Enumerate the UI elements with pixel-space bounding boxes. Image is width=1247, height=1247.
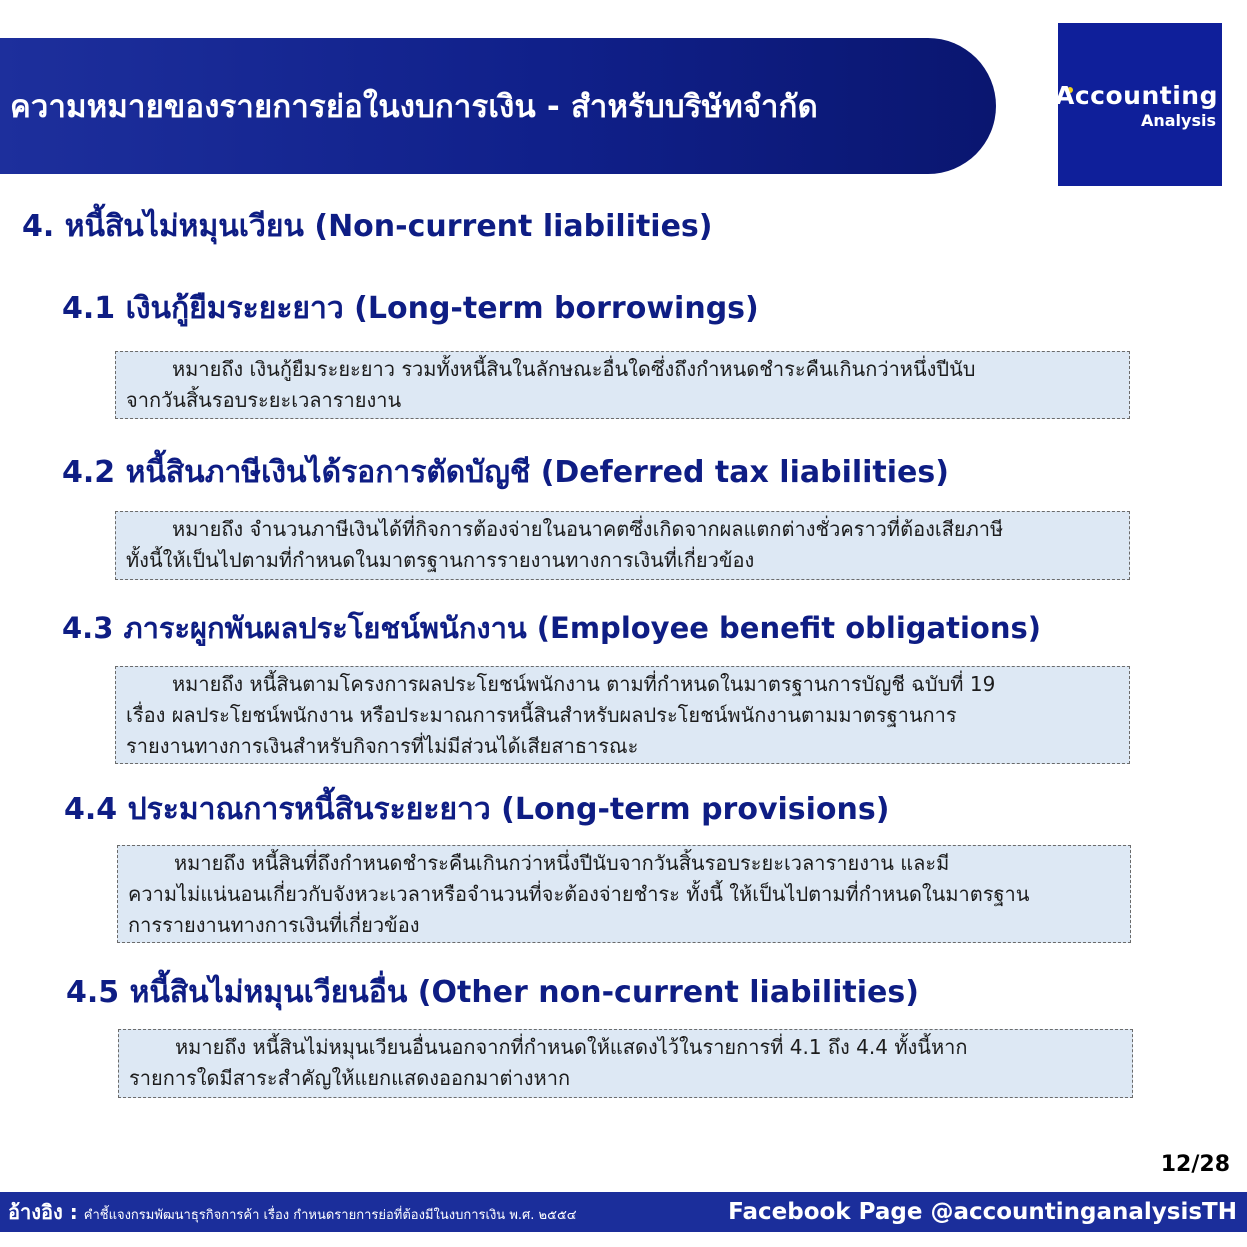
facebook-page-link[interactable]: Facebook Page @accountinganalysisTH (728, 1199, 1237, 1225)
definition-box-4-2 (115, 511, 1130, 580)
logo-text-line2: Analysis (1140, 111, 1216, 130)
definition-box-4-3 (115, 666, 1130, 764)
item-heading-4-2: 4.2 หนี้สินภาษีเงินได้รอการตัดบัญชี (Deferred tax liabilities) (62, 455, 949, 490)
logo-text-line1: Accounting (1055, 81, 1218, 110)
accounting-analysis-logo (1055, 23, 1222, 186)
definition-line: จากวันสิ้นรอบระยะเวลารายงาน (126, 388, 402, 412)
definition-line: หมายถึง หนี้สินไม่หมุนเวียนอื่นนอกจากที่กำหนดให้แสดงไว้ในรายการที่ 4.1 ถึง 4.4 ทั้งนี้หาก (175, 1035, 968, 1059)
definition-line: หมายถึง จำนวนภาษีเงินได้ที่กิจการต้องจ่ายในอนาคตซึ่งเกิดจากผลแตกต่างชั่วคราวที่ต้องเสียภาษี (172, 517, 1004, 541)
section-heading: 4. หนี้สินไม่หมุนเวียน (Non-current liabilities) (22, 209, 713, 244)
definition-line: การรายงานทางการเงินที่เกี่ยวข้อง (128, 913, 420, 937)
page-title: ความหมายของรายการย่อในงบการเงิน - สำหรับบริษัทจำกัด (10, 89, 818, 125)
reference-label: อ้างอิง : (8, 1200, 78, 1224)
definition-line: หมายถึง หนี้สินที่ถึงกำหนดชำระคืนเกินกว่าหนึ่งปีนับจากวันสิ้นรอบระยะเวลารายงาน และมี (174, 851, 950, 875)
definition-box-4-5 (118, 1029, 1133, 1098)
definition-line: เรื่อง ผลประโยชน์พนักงาน หรือประมาณการหนี้สินสำหรับผลประโยชน์พนักงานตามมาตรฐานการ (126, 703, 957, 727)
definition-line: รายการใดมีสาระสำคัญให้แยกแสดงออกมาต่างหาก (129, 1066, 571, 1090)
definition-box-4-4 (117, 845, 1131, 943)
item-heading-4-4: 4.4 ประมาณการหนี้สินระยะยาว (Long-term provisions) (64, 792, 890, 827)
item-heading-4-3: 4.3 ภาระผูกพันผลประโยชน์พนักงาน (Employee benefit obligations) (62, 611, 1041, 645)
definition-line: หมายถึง หนี้สินตามโครงการผลประโยชน์พนักงาน ตามที่กำหนดในมาตรฐานการบัญชี ฉบับที่ 19 (172, 672, 996, 696)
footer-reference (0, 1196, 577, 1228)
page-number: 12/28 (1160, 1152, 1230, 1177)
item-heading-4-1: 4.1 เงินกู้ยืมระยะยาว (Long-term borrowings) (62, 291, 759, 326)
footer-bar (0, 1192, 1247, 1232)
definition-line: ความไม่แน่นอนเกี่ยวกับจังหวะเวลาหรือจำนวนที่จะต้องจ่ายชำระ ทั้งนี้ ให้เป็นไปตามที่กำหนดในมาตรฐาน (128, 882, 1030, 906)
definition-line: หมายถึง เงินกู้ยืมระยะยาว รวมทั้งหนี้สินในลักษณะอื่นใดซึ่งถึงกำหนดชำระคืนเกินกว่าหนึ่งปีนับ (172, 357, 976, 381)
definition-box-4-1 (115, 351, 1130, 419)
definition-line: ทั้งนี้ให้เป็นไปตามที่กำหนดในมาตรฐานการรายงานทางการเงินที่เกี่ยวข้อง (126, 548, 755, 572)
title-banner (0, 38, 996, 174)
definition-line: รายงานทางการเงินสำหรับกิจการที่ไม่มีส่วนได้เสียสาธารณะ (126, 734, 639, 758)
item-heading-4-5: 4.5 หนี้สินไม่หมุนเวียนอื่น (Other non-current liabilities) (66, 975, 919, 1010)
reference-text: คำชี้แจงกรมพัฒนาธุรกิจการค้า เรื่อง กำหนดรายการย่อที่ต้องมีในงบการเงิน พ.ศ. ๒๕๕๔ (83, 1208, 577, 1223)
